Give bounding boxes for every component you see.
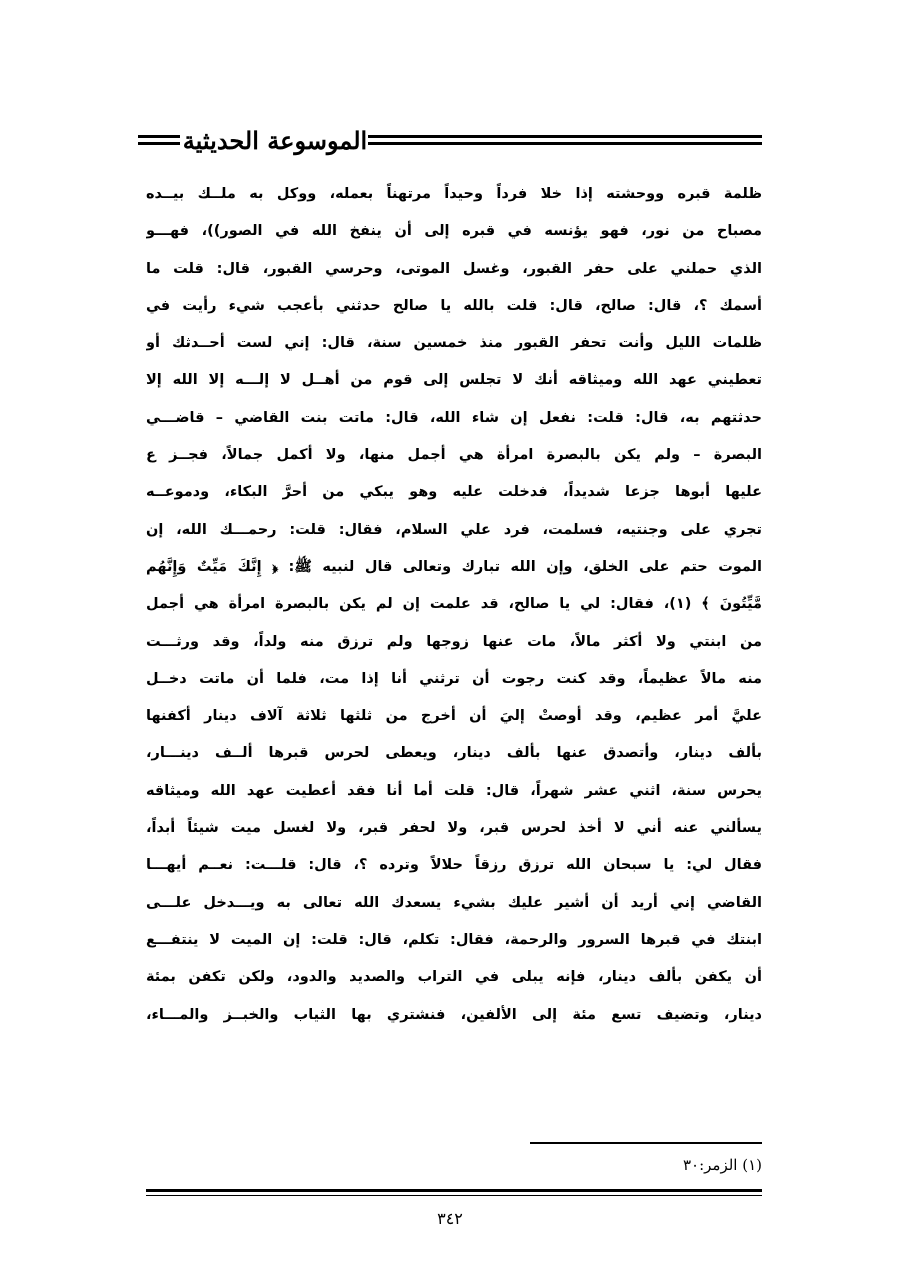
body-line-8: البصرة – ولم يكن بالبصرة امرأة هي أجمل منها، ولا أكمل جمالاً، فجــز ع <box>146 447 762 464</box>
body-line-10: تجري على وجنتيه، فسلمت، فرد علي السلام، فقال: قلت: رحمـــك الله، إن <box>146 521 762 538</box>
running-header <box>0 118 900 168</box>
body-line-14: منه مالاً عظيماً، وقد كنت رجوت أن ترثني أنا إذا مت، فلما أن ماتت دخــل <box>146 670 762 687</box>
body-line-18: يسألني عنه أني لا أخذ لحرس قبر، ولا لحفر قبر، ولا لغسل ميت شيئاً أبداً، <box>146 820 762 837</box>
header-rule-short-bottom <box>138 142 180 145</box>
footer-rule-thin <box>146 1195 762 1196</box>
body-line-12: مَّيِّتُونَ ﴾ (١)، فقال: لي يا صالح، قد علمت إن لم يكن بالبصرة امرأة هي أجمل <box>146 596 762 613</box>
header-rule-long-top <box>368 135 762 138</box>
body-line-15: عليَّ أمر عظيم، وقد أوصتْ إليَ أن أخرج من ثلثها ثلاثة آلاف دينار أكفنها <box>146 708 762 725</box>
header-title: الموسوعة الحديثية <box>182 126 368 155</box>
body-line-17: يحرس سنة، اثني عشر شهراً، قال: قلت أما أنا فقد أعطيت عهد الله وميثاقه <box>146 782 762 799</box>
body-line-4: أسمك ؟، قال: صالح، قال: قلت بالله يا صالح حدثني بأعجب شيء رأيت في <box>146 297 762 314</box>
body-line-22: أن يكفن بألف دينار، فإنه يبلى في التراب والصديد والدود، ولكن تكفن بمئة <box>146 969 762 986</box>
footer-rule-thick <box>146 1189 762 1192</box>
body-line-16: بألف دينار، وأتصدق عنها بألف دينار، ويعطى لحرس قبرها ألــف دينـــار، <box>146 745 762 762</box>
body-line-6: تعطيني عهد الله وميثاقه أنك لا تجلس إلى قوم من أهــل لا إلـــه إلا الله إلا <box>146 372 762 389</box>
body-line-21: ابنتك في قبرها السرور والرحمة، فقال: تكلم، قال: قلت: إن الميت لا ينتفـــع <box>146 931 762 948</box>
body-line-19: فقال لي: يا سبحان الله ترزق رزقاً حلالاً وترده ؟، قال: قلـــت: نعــم أيهـــا <box>146 857 762 874</box>
body-line-3: الذي حملني على حفر القبور، وغسل الموتى، وحرسي القبور، قال: قلت ما <box>146 260 762 277</box>
body-line-1: ظلمة قبره ووحشته إذا خلا فرداً وحيداً مرتهناً بعمله، ووكل به ملــك بيــده <box>146 186 762 202</box>
body-line-20: القاضي إني أريد أن أشير عليك بشيء يسعدك الله تعالى به ويـــدخل علـــى <box>146 894 762 911</box>
footnote: (١) الزمر:٣٠ <box>682 1156 762 1174</box>
body-line-2: مصباح من نور، فهو يؤنسه في قبره إلى أن ينفخ الله في الصور))، فهـــو <box>146 223 762 240</box>
body-text <box>146 176 762 1034</box>
page-number: ٣٤٢ <box>437 1209 463 1228</box>
body-line-11: الموت حتم على الخلق، وإن الله تبارك وتعالى قال لنبيه ﷺ: ﴿ إِنَّكَ مَيِّتٌ وَإِنَّهُم <box>146 558 762 575</box>
body-line-5: ظلمات الليل وأنت تحفر القبور منذ خمسين سنة، قال: إني لست أحــدثك أو <box>146 335 762 352</box>
body-line-9: عليها أبوها جزعا شديداً، فدخلت عليه وهو يبكي من أحرَّ البكاء، ودموعــه <box>146 484 762 501</box>
header-rule-long-bottom <box>368 142 762 145</box>
header-rule-short-top <box>138 135 180 138</box>
body-line-23: دينار، وتضيف تسع مئة إلى الألفين، فنشتري بها الثياب والخبــز والمـــاء، <box>146 1006 762 1023</box>
body-line-13: من ابنتي ولا أكثر مالاً، مات عنها زوجها ولم ترزق منه ولداً، وقد ورثـــت <box>146 633 762 650</box>
body-line-7: حدثتهم به، قال: قلت: نفعل إن شاء الله، قال: ماتت بنت القاضي – قاضـــي <box>146 409 762 426</box>
footnote-separator <box>530 1142 762 1144</box>
